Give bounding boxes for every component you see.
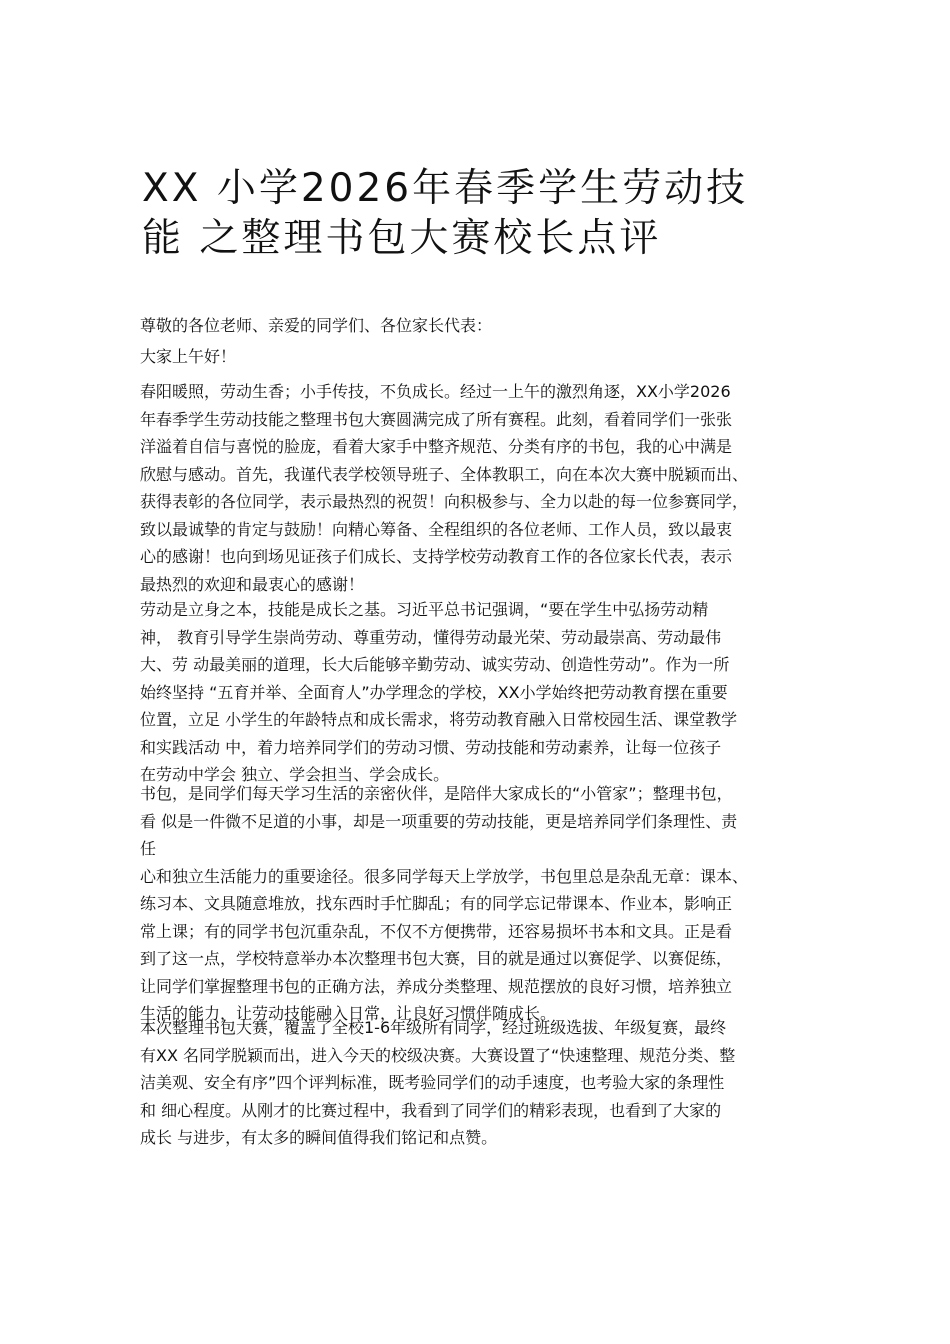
paragraph-line: 最热烈的欢迎和最衷心的感谢！ (140, 574, 365, 594)
paragraph-line: 神， 教育引导学生崇尚劳动、尊重劳动，懂得劳动最光荣、劳动最崇高、劳动最伟 (140, 627, 722, 647)
paragraph-competition (140, 1014, 820, 1152)
paragraph-line: 生活的能力，让劳动技能融入日常，让良好习惯伴随成长。 (140, 1004, 557, 1023)
paragraph-line: 大、劳 动最美丽的道理，长大后能够辛勤劳动、诚实劳动、创造性劳动”。作为一所 (140, 655, 730, 674)
paragraph-line: 本次整理书包大赛，覆盖了全校1-6年级所有同学，经过班级选拔、年级复赛，最终 (140, 1018, 727, 1037)
paragraph-line: 洁美观、安全有序”四个评判标准，既考验同学们的动手速度，也考验大家的条理性 (140, 1073, 725, 1092)
paragraph-line: 和 细心程度。从刚才的比赛过程中，我看到了同学们的精彩表现，也看到了大家的 (140, 1100, 722, 1120)
paragraph-line: 成长 与进步，有太多的瞬间值得我们铭记和点赞。 (140, 1128, 498, 1147)
document-title (142, 164, 802, 264)
paragraph-line: 和实践活动 中，着力培养同学们的劳动习惯、劳动技能和劳动素养，让每一位孩子 (140, 737, 722, 757)
salutation (140, 312, 820, 340)
paragraph-line: 位置，立足 小学生的年龄特点和成长需求，将劳动教育融入日常校园生活、课堂教学 (140, 710, 738, 729)
paragraph-opening (140, 378, 820, 598)
paragraph-line: 致以最诚挚的肯定与鼓励！向精心筹备、全程组织的各位老师、工作人员，致以最衷 (140, 519, 733, 539)
paragraph-line: 心和独立生活能力的重要途径。很多同学每天上学放学，书包里总是杂乱无章：课本、 (140, 866, 749, 886)
paragraph-schoolbag (140, 780, 820, 1028)
paragraph-labor-education (140, 596, 820, 789)
paragraph-line: 洋溢着自信与喜悦的脸庞，看着大家手中整齐规范、分类有序的书包，我的心中满是 (140, 437, 733, 456)
paragraph-line: 练习本、文具随意堆放，找东西时手忙脚乱；有的同学忘记带课本、作业本，影响正 (140, 894, 733, 913)
paragraph-line: 获得表彰的各位同学，表示最热烈的祝贺！向积极参与、全力以赴的每一位参赛同学， (140, 492, 749, 511)
paragraph-line: 有XX 名同学脱颖而出，进入今天的校级决赛。大赛设置了“快速整理、规范分类、整 (140, 1045, 736, 1065)
paragraph-line: 欣慰与感动。首先，我谨代表学校领导班子、全体教职工，向在本次大赛中脱颖而出、 (140, 464, 749, 484)
greeting (140, 343, 820, 371)
salutation-text: 尊敬的各位老师、亲爱的同学们、各位家长代表： (140, 316, 493, 335)
title-line: 能 之整理书包大赛校长点评 (142, 216, 662, 261)
title-line: XX 小学2026年春季学生劳动技 (142, 166, 749, 211)
paragraph-line: 让同学们掌握整理书包的正确方法，养成分类整理、规范摆放的良好习惯，培养独立 (140, 976, 733, 996)
paragraph-line: 年春季学生劳动技能之整理书包大赛圆满完成了所有赛程。此刻，看着同学们一张张 (140, 409, 733, 429)
paragraph-line: 到了这一点，学校特意举办本次整理书包大赛，目的就是通过以赛促学、以赛促练， (140, 949, 733, 968)
paragraph-line: 在劳动中学会 独立、学会担当、学会成长。 (140, 765, 450, 784)
paragraph-line: 书包，是同学们每天学习生活的亲密伙伴，是陪伴大家成长的“小管家”；整理书包， (140, 784, 733, 803)
paragraph-line: 任 (140, 839, 157, 858)
paragraph-line: 看 似是一件微不足道的小事，却是一项重要的劳动技能，更是培养同学们条理性、责 (140, 811, 738, 831)
paragraph-line: 常上课；有的同学书包沉重杂乱，不仅不方便携带，还容易损坏书本和文具。正是看 (140, 921, 733, 941)
greeting-text: 大家上午好！ (140, 347, 237, 366)
paragraph-line: 始终坚持 “五育并举、全面育人”办学理念的学校，XX小学始终把劳动教育摆在重要 (140, 682, 728, 702)
paragraph-line: 春阳暖照，劳动生香；小手传技，不负成长。经过一上午的激烈角逐，XX小学2026 (140, 382, 731, 401)
paragraph-line: 劳动是立身之本，技能是成长之基。习近平总书记强调，“要在学生中弘扬劳动精 (140, 600, 709, 619)
paragraph-line: 心的感谢！也向到场见证孩子们成长、支持学校劳动教育工作的各位家长代表，表示 (140, 547, 733, 566)
